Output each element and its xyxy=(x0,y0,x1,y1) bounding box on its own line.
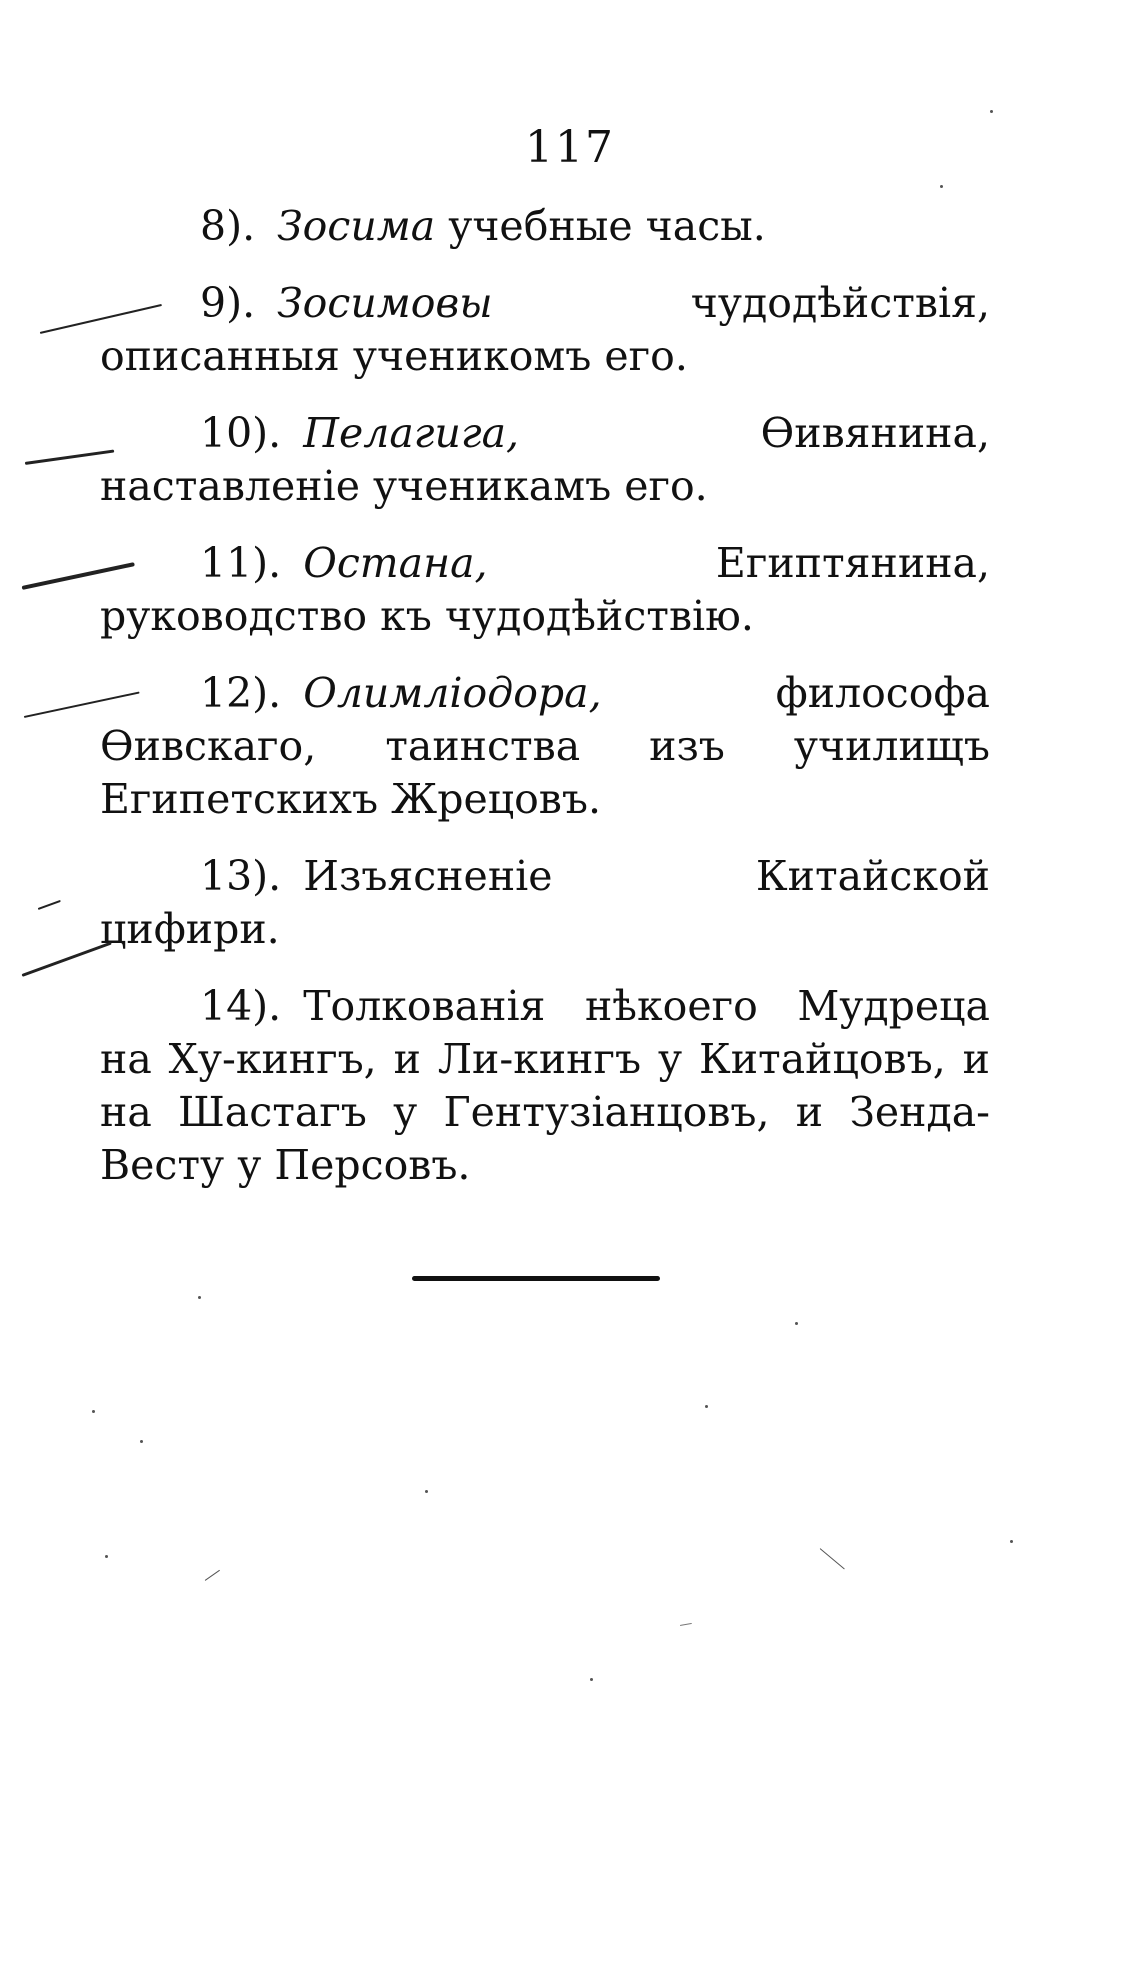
entry-10 xyxy=(100,407,990,513)
entry-11 xyxy=(100,537,990,643)
entry-number: 13). xyxy=(200,852,282,900)
entry-14 xyxy=(100,980,990,1192)
page-number: 117 xyxy=(525,122,615,173)
scan-speck xyxy=(940,185,943,188)
entry-text: Толкованія нѣкоего Мудреца на Ху-кингъ, и Ли-кингъ у Китайцовъ, и на Шастагъ у Гентузіанцовъ, и Зенда-Весту у Персовъ. xyxy=(100,982,990,1189)
entry-text: чудодѣйствія, описанныя ученикомъ его. xyxy=(100,279,990,380)
entry-number: 11). xyxy=(200,539,282,587)
scan-scratch xyxy=(205,1570,220,1581)
entry-number: 9). xyxy=(200,279,256,327)
scan-speck xyxy=(705,1405,708,1408)
scan-speck xyxy=(198,1296,201,1299)
entry-title: Остана, xyxy=(303,539,488,587)
scan-scratch xyxy=(820,1548,845,1569)
entry-number: 14). xyxy=(200,982,282,1030)
entry-text: Изъясненіе Китайской цифири. xyxy=(100,852,990,953)
entry-text: Египтянина, руководство къ чудодѣйствію. xyxy=(100,539,990,640)
scan-scratch xyxy=(680,1623,692,1626)
entry-title: Олимліодора, xyxy=(303,669,602,717)
margin-mark xyxy=(38,900,61,910)
entry-number: 10). xyxy=(200,409,282,457)
scan-speck xyxy=(990,110,993,113)
scan-speck xyxy=(140,1440,143,1443)
scan-speck xyxy=(92,1410,95,1413)
scan-speck xyxy=(1010,1540,1013,1543)
entry-text: учебные часы. xyxy=(435,202,766,250)
entry-number: 12). xyxy=(200,669,282,717)
scan-speck xyxy=(425,1490,428,1493)
entry-8 xyxy=(100,200,990,253)
entry-title: Пелагига, xyxy=(303,409,520,457)
entry-title: Зосимовы xyxy=(277,279,493,327)
entry-text: Ѳивянина, наставленіе ученикамъ его. xyxy=(100,409,990,510)
entry-text: философа Ѳивскаго, таинства изъ училищъ Египетскихъ Жрецовъ. xyxy=(100,669,990,823)
entry-title: Зосима xyxy=(277,202,436,250)
decorative-rule xyxy=(412,1276,660,1281)
scan-speck xyxy=(105,1555,108,1558)
entry-number: 8). xyxy=(200,202,256,250)
entry-list xyxy=(100,200,990,1216)
entry-9 xyxy=(100,277,990,383)
scan-speck xyxy=(795,1322,798,1325)
entry-12 xyxy=(100,667,990,826)
scan-speck xyxy=(590,1678,593,1681)
margin-mark xyxy=(21,942,111,977)
entry-13 xyxy=(100,850,990,956)
